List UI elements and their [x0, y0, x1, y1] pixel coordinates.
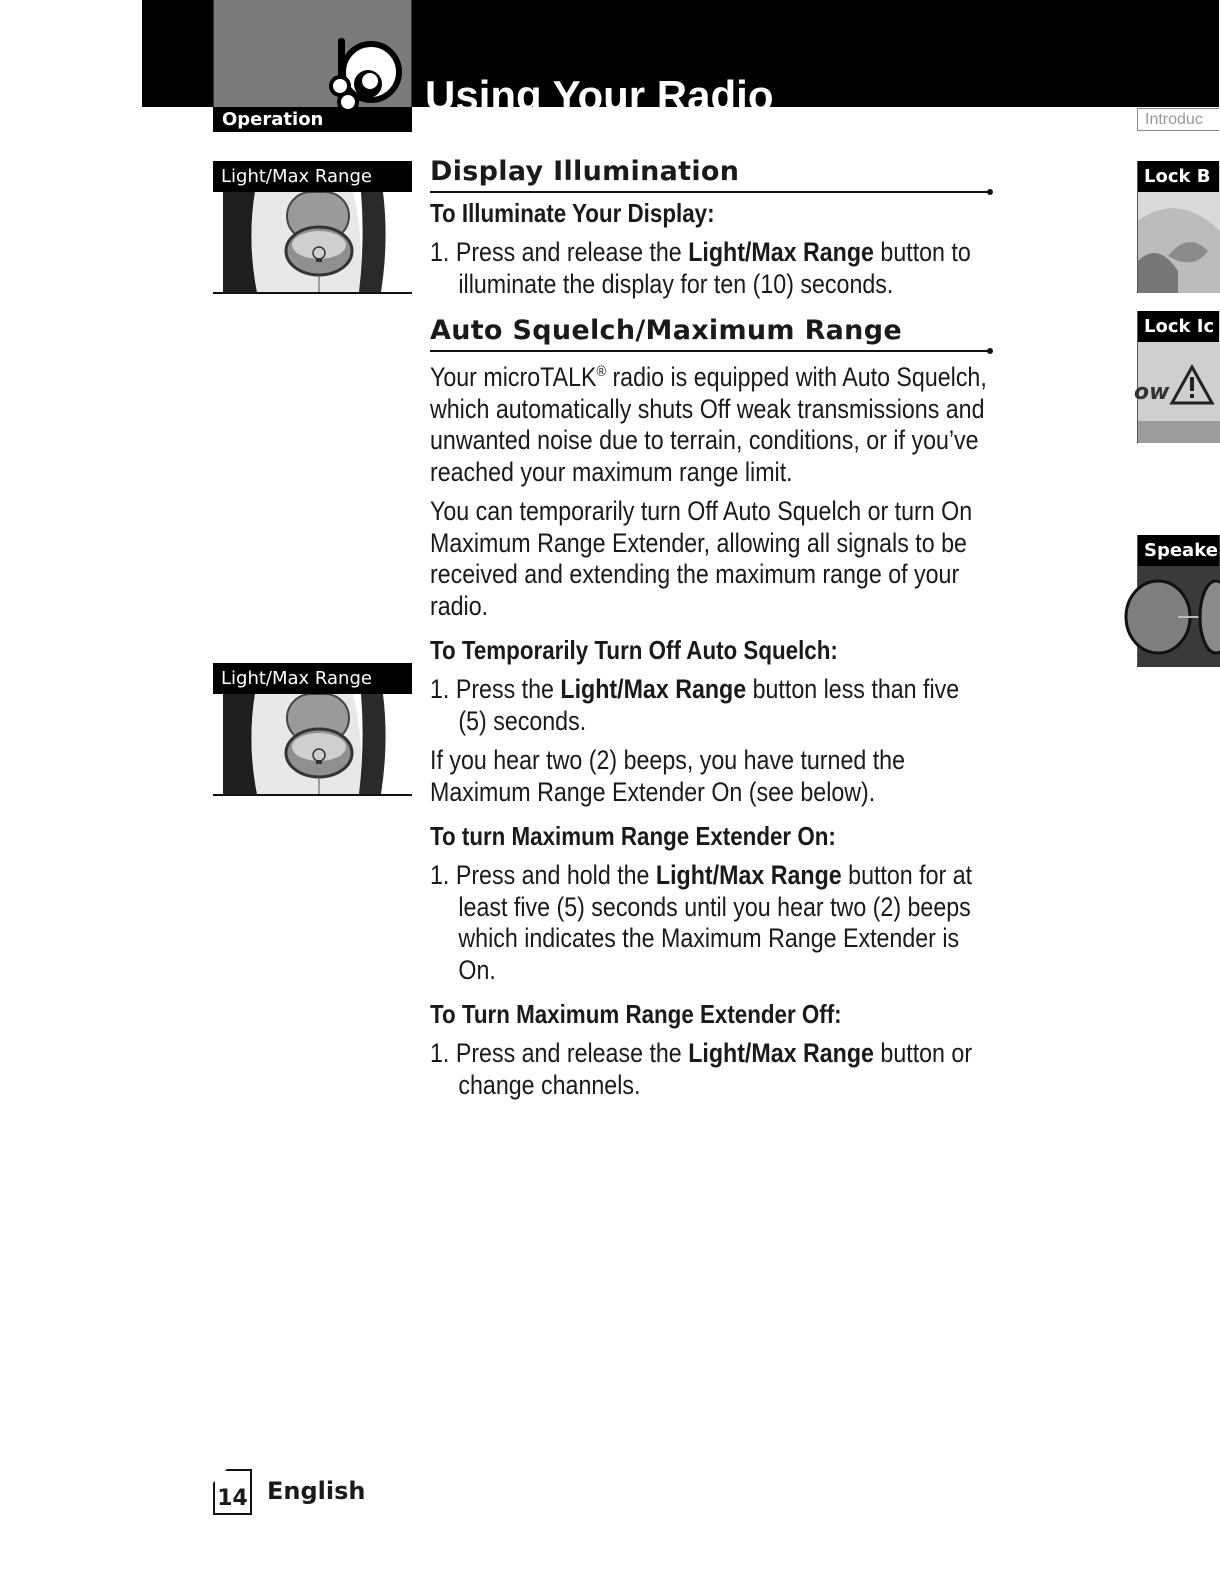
tab-introduction[interactable]: Introduc	[1137, 108, 1219, 131]
section-label: Operation	[213, 107, 412, 132]
page-number-box	[213, 1469, 252, 1515]
step-turn-off-auto-squelch: 1. Press the Light/Max Range button less than five (5) seconds.	[430, 674, 960, 736]
page-corner-notch	[213, 1469, 227, 1483]
right-figure-lock-button	[1137, 161, 1219, 293]
section-heading-auto-squelch: Auto Squelch/Maximum Range	[430, 314, 990, 352]
paragraph-two-beeps: If you hear two (2) beeps, you have turned the Maximum Range Extender On (see below).	[430, 745, 906, 807]
subheading-range-extender-on: To turn Maximum Range Extender On:	[430, 821, 836, 851]
figure-caption: Lock Ic	[1138, 311, 1219, 342]
page-number: 14	[217, 1486, 248, 1511]
subheading-illuminate-display: To Illuminate Your Display:	[430, 198, 715, 228]
paragraph-auto-squelch-intro: Your microTALK® radio is equipped with Auto Squelch, which automatically shuts Off weak transmissions and unwanted noise due to terrain, conditions, or if you’ve reached your maximum range limit.	[430, 362, 987, 487]
paragraph-auto-squelch-options: You can temporarily turn Off Auto Squelch or turn On Maximum Range Extender, allowing all signals to be received and extending the maximum range of your radio.	[430, 496, 973, 621]
side-figure-light-max-range	[213, 663, 412, 796]
step-range-extender-on: 1. Press and hold the Light/Max Range button for at least five (5) seconds until you hear two (2) beeps which indicates the Maximum Range Extender is On.	[430, 860, 973, 985]
headset-person-icon	[326, 34, 406, 114]
step-range-extender-off: 1. Press and release the Light/Max Range button or change channels.	[430, 1038, 973, 1100]
page-title: Using Your Radio	[425, 72, 774, 119]
figure-caption: Speake	[1138, 535, 1219, 566]
main-content	[430, 155, 990, 1101]
subheading-range-extender-off: To Turn Maximum Range Extender Off:	[430, 999, 842, 1029]
figure-caption: Light/Max Range	[213, 663, 412, 694]
language-label: English	[267, 1477, 366, 1505]
svg-text:ow: ow	[1134, 380, 1170, 405]
figure-caption: Lock B	[1138, 161, 1219, 192]
step-illuminate: 1. Press and release the Light/Max Range button to illuminate the display for ten (10) seconds.	[430, 237, 971, 299]
right-figure-lock-icon	[1134, 311, 1219, 443]
side-figure-light-max-range	[213, 161, 412, 294]
subheading-turn-off-auto-squelch: To Temporarily Turn Off Auto Squelch:	[430, 635, 838, 665]
right-figure-speaker	[1137, 535, 1219, 667]
figure-caption: Light/Max Range	[213, 161, 412, 192]
section-heading-display-illumination: Display Illumination	[430, 155, 990, 193]
